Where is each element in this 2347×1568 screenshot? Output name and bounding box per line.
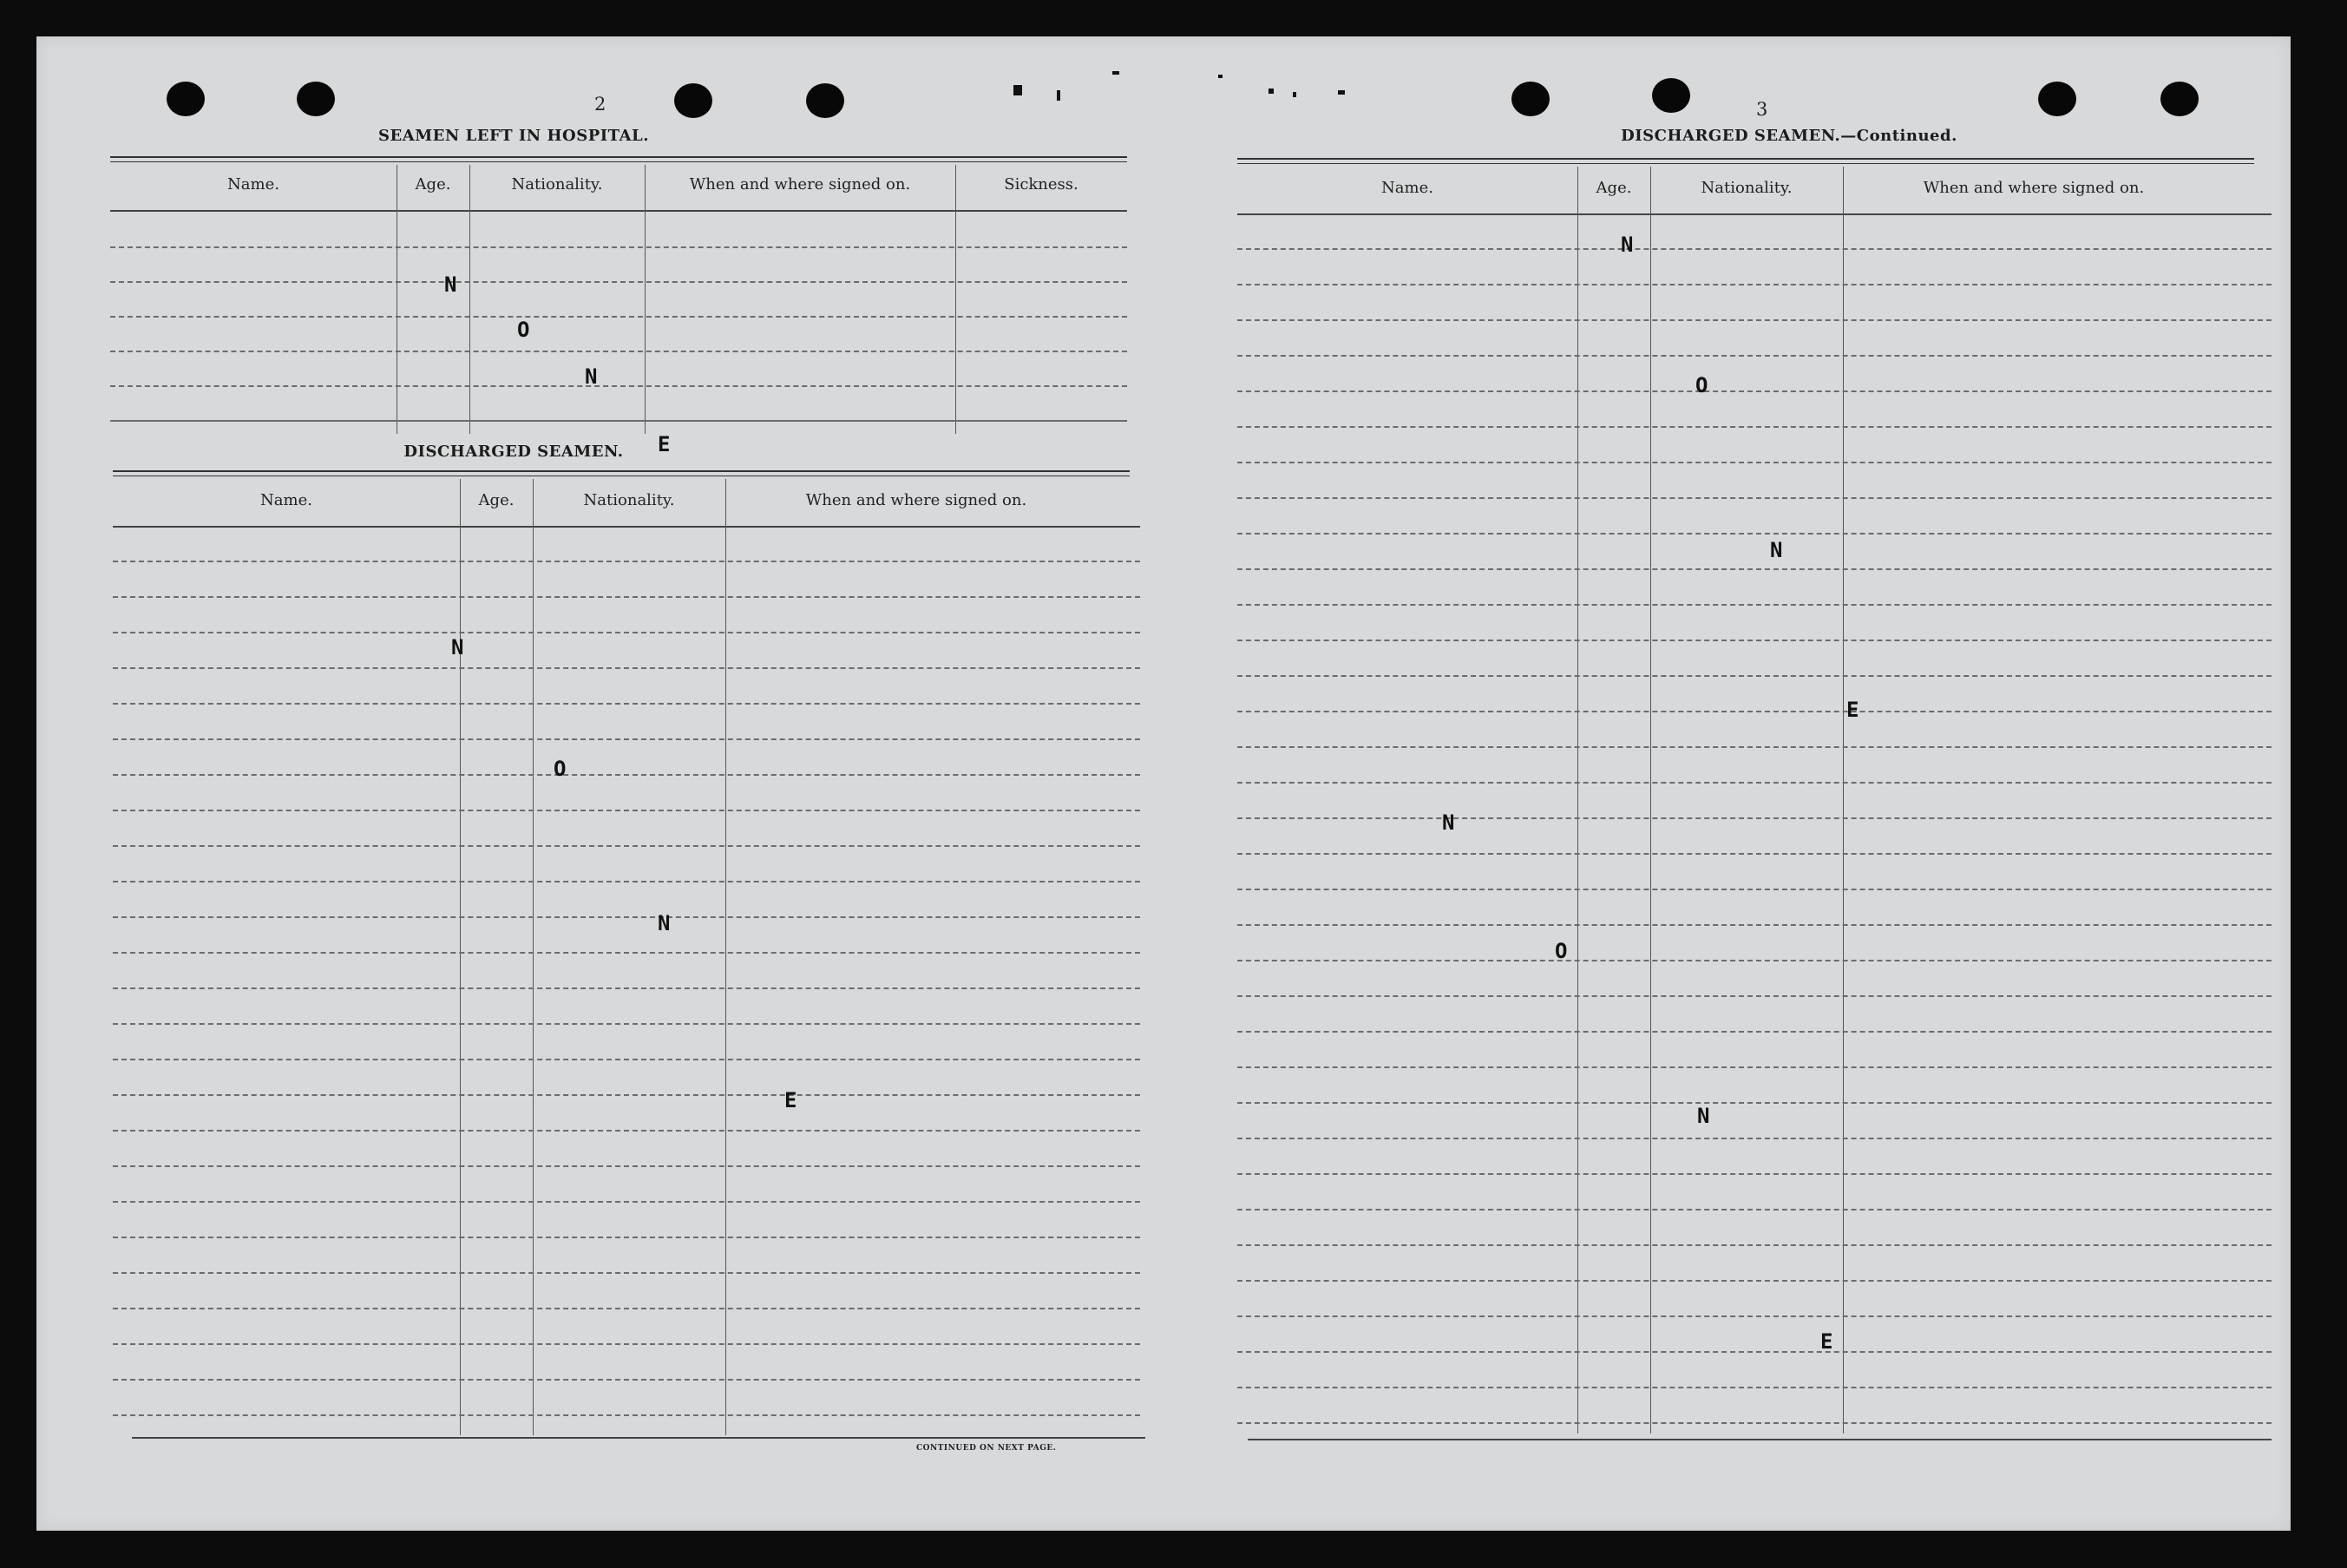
entry-line [1237,782,2272,784]
entry-line [1237,1102,2272,1104]
entry-line [113,810,1140,811]
table-header [1237,167,2272,215]
continued-label: —Continued. [1840,127,1957,145]
table-bottom-rule [110,420,1127,422]
entry-line [1237,462,2272,463]
column-divider [645,165,646,434]
ink-speck [1013,85,1022,95]
column-divider [460,479,461,1435]
none-stamp-letter: E [784,1088,797,1112]
entry-line [1237,497,2272,499]
column-header-age: Age. [415,175,451,194]
entry-line [113,596,1140,598]
entry-line [113,1272,1140,1274]
entry-line [110,246,1127,248]
page-number: 3 [1756,99,1768,120]
discharged-continued-title [1572,127,2006,145]
entry-line [113,1059,1140,1060]
none-stamp-letter: O [1555,939,1568,963]
column-divider [1577,167,1578,1434]
double-rule [110,156,1127,162]
ink-speck [1057,90,1060,101]
double-rule [113,470,1130,476]
entry-line [110,316,1127,318]
footer-rule [1248,1439,2272,1440]
column-divider [955,165,956,434]
footer-rule [132,1437,1145,1439]
entry-line [1237,1066,2272,1068]
punch-hole [1511,82,1550,116]
entry-line [1237,817,2272,819]
ink-speck [1269,89,1274,94]
discharged-table [113,479,1140,1434]
none-stamp-letter: N [1621,233,1634,257]
entry-line [1237,1138,2272,1139]
entry-line [1237,1422,2272,1424]
entry-line [113,952,1140,954]
ink-speck [1338,90,1345,95]
hospital-table [110,165,1127,434]
punch-hole [674,83,712,118]
entry-line [113,1130,1140,1132]
entry-line [1237,319,2272,321]
none-stamp-letter: N [658,911,671,935]
none-stamp-letter: N [451,635,464,659]
entry-line [1237,995,2272,997]
entry-line [1237,1351,2272,1353]
entry-line [113,881,1140,882]
column-header-nationality: Nationality. [511,175,603,194]
document-sheet [36,36,2291,1531]
none-stamp-letter: N [1697,1104,1710,1128]
entry-line [113,916,1140,918]
entry-line [1237,284,2272,285]
discharged-section-title: DISCHARGED SEAMEN. [403,443,624,461]
entry-line [1237,889,2272,890]
entry-line [1237,853,2272,855]
entry-line [1237,1244,2272,1246]
entry-line [1237,1173,2272,1175]
table-header [110,165,1127,212]
none-stamp-letter: O [517,318,530,342]
entry-line [113,774,1140,776]
entry-line [1237,746,2272,748]
entry-line [1237,960,2272,961]
entry-line [1237,390,2272,392]
entry-line [1237,1031,2272,1033]
ink-speck [1112,71,1119,75]
column-header-name: Name. [1381,179,1433,197]
column-header-signed-on: When and where signed on. [1923,179,2145,197]
entry-line [113,738,1140,740]
column-divider [1843,167,1844,1434]
entry-line [113,1023,1140,1025]
punch-hole [2160,82,2199,116]
punch-hole [167,82,205,116]
entry-line [113,1414,1140,1416]
right-page [1164,36,2291,1531]
none-stamp-letter: N [585,364,598,389]
column-header-name: Name. [260,491,312,509]
column-header-nationality: Nationality. [583,491,675,509]
entry-line [1237,568,2272,570]
entry-line [113,667,1140,669]
column-divider [1650,167,1651,1434]
entry-line [113,845,1140,847]
column-header-nationality: Nationality. [1701,179,1793,197]
entry-line [1237,924,2272,926]
entry-line [113,632,1140,633]
ink-speck [1218,75,1223,78]
continued-note: CONTINUED ON NEXT PAGE. [916,1444,1057,1453]
entry-line [1237,426,2272,428]
none-stamp-letter: E [1846,698,1859,722]
column-header-sickness: Sickness. [1004,175,1078,194]
punch-hole [806,83,844,118]
column-header-age: Age. [1596,179,1632,197]
entry-line [1237,640,2272,641]
entry-line [113,1379,1140,1381]
entry-line [113,1094,1140,1096]
entry-line [113,1237,1140,1238]
table-header [113,479,1140,528]
punch-hole [297,82,335,116]
discharged-continued-table [1237,167,2272,1468]
none-stamp-letter: E [658,432,671,456]
punch-hole [2038,82,2076,116]
page-number: 2 [594,94,606,115]
entry-line [110,385,1127,387]
entry-line [113,561,1140,562]
column-header-signed-on: When and where signed on. [805,491,1027,509]
column-divider [725,479,726,1435]
entry-line [113,1343,1140,1345]
none-stamp-letter: N [444,272,457,297]
entry-line [1237,1315,2272,1317]
entry-line [110,351,1127,352]
none-stamp-letter: E [1820,1329,1833,1354]
entry-line [1237,248,2272,250]
entry-line [1237,711,2272,712]
column-header-age: Age. [478,491,515,509]
entry-line [113,703,1140,705]
entry-line [113,1201,1140,1203]
entry-line [1237,1280,2272,1282]
entry-line [113,987,1140,989]
entry-line [113,1308,1140,1309]
hospital-section-title: SEAMEN LEFT IN HOSPITAL. [378,127,649,145]
entry-line [1237,675,2272,677]
entry-line [1237,533,2272,535]
entry-line [1237,604,2272,606]
entry-line [110,281,1127,283]
column-divider [533,479,534,1435]
none-stamp-letter: O [1695,373,1708,397]
entry-line [1237,355,2272,357]
double-rule [1237,158,2254,164]
entry-line [113,1165,1140,1167]
ink-speck [1293,92,1296,97]
left-page [36,36,1164,1531]
entry-line [1237,1387,2272,1388]
discharged-title: DISCHARGED SEAMEN. [1621,127,1841,145]
punch-hole [1652,78,1690,113]
column-divider [469,165,470,434]
column-header-name: Name. [227,175,279,194]
entry-line [1237,1209,2272,1210]
column-header-signed-on: When and where signed on. [689,175,911,194]
none-stamp-letter: N [1442,810,1455,835]
none-stamp-letter: O [554,757,567,781]
none-stamp-letter: N [1770,538,1783,562]
